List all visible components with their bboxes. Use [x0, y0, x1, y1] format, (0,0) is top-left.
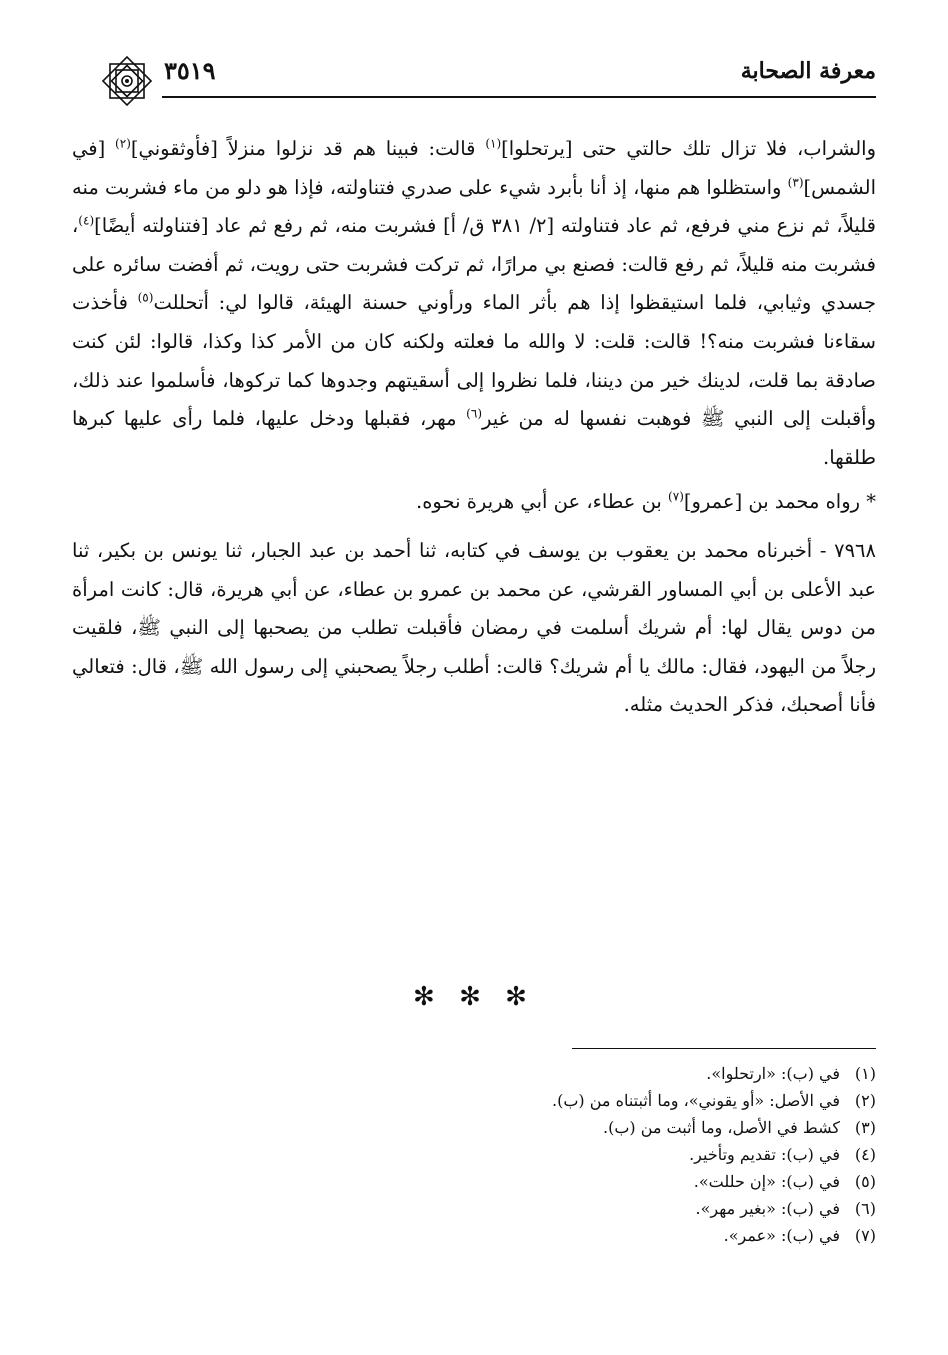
footnotes [300, 1060, 876, 1249]
footnote-text: في (ب): «بغير مهر». [695, 1199, 840, 1218]
footnote-rule [572, 1048, 876, 1049]
footnote-ref: (١) [485, 136, 502, 151]
footnote-number: (٦) [854, 1199, 876, 1218]
footnote-text: في (ب): «ارتحلوا». [706, 1064, 840, 1083]
footnote-ref: (٢) [115, 136, 131, 151]
footnote-ref: (٦) [466, 406, 482, 421]
footnote-ref: (٥) [137, 290, 154, 305]
footnote-number: (٤) [854, 1145, 876, 1164]
footnote-ref: (٧) [668, 489, 684, 504]
footnote-ref: (٤) [78, 213, 95, 228]
octagram-ornament-icon [98, 52, 156, 110]
page-number: ٣٥١٩ [164, 56, 216, 85]
header-rule [162, 96, 876, 98]
footnote-item [300, 1114, 876, 1141]
transmission-note: * رواه محمد بن [عمرو]$^{(٧)}$ بن عطاء، عن أبي هريرة نحوه. [416, 489, 876, 514]
footnote-ref: (٣) [787, 175, 804, 190]
footnote-item [300, 1168, 876, 1195]
footnote-item [300, 1087, 876, 1114]
section-separator: ✻ ✻ ✻ [413, 982, 535, 1012]
footnote-number: (٥) [854, 1172, 876, 1191]
footnote-text: في الأصل: «أو يقوني»، وما أثبتناه من (ب). [552, 1091, 840, 1110]
page-header [98, 52, 876, 106]
narration-paragraph: والشراب، فلا تزال تلك حالتي حتى [يرتحلوا]$^{(١)}$ قالت: فبينا هم قد نزلوا منزلاً [فأوثقوني]$^{(٢)}$ [في الشمس]$^{(٣)}$ واستظلوا هم منها، إذ أنا بأبرد شيء على صدري فتناولته، فإذا هو دلو من ماء فشربت منه قليلاً، ثم نزع مني فرفع، ثم عاد فتناولته [٢/ ٣٨١ ق/ أ] فشربت منه، ثم رفع ثم عاد [فتناولته أيضًا]$^{(٤)}$، فشربت منه قليلاً، ثم رفع قالت: فصنع بي مرارًا، ثم تركت فشربت حتى رويت، ثم أفضت سائره على جسدي وثيابي، فلما استيقظوا إذا هم بأثر الماء ورأوني حسنة الهيئة، قالوا لي: أتحللت$^{(٥)}$ فأخذت سقاءنا فشربت منه؟! قالت: قلت: لا والله ما فعلته ولكنه كان من الأمر كذا وكذا، قالوا: لئن كنت صادقة بما قلت، لدينك خير من ديننا، فلما نظروا إلى أسقيتهم وجدوها كما تركوها، فأسلموا عند ذلك، وأقبلت إلى النبي ﷺ فوهبت نفسها له من غير$^{(٦)}$ مهر، فقبلها ودخل عليها، فلما رأى عليها كبرها طلقها. [72, 136, 877, 469]
footnote-number: (٧) [854, 1226, 876, 1245]
hadith-7968: ٧٩٦٨ - أخبرناه محمد بن يعقوب بن يوسف في كتابه، ثنا أحمد بن عبد الجبار، ثنا يونس بن بكير، ثنا عبد الأعلى بن أبي المساور القرشي، عن محمد بن عمرو بن عطاء، عن أبي هريرة، قال: كانت امرأة من دوس يقال لها: أم شريك أسلمت في رمضان فأقبلت تطلب من يصحبها إلى النبي ﷺ، فلقيت رجلاً من اليهود، فقال: مالك يا أم شريك؟ قالت: أطلب رجلاً يصحبني إلى رسول الله ﷺ، قال: فتعالي فأنا أصحبك، فذكر الحديث مثله. [72, 538, 876, 717]
footnote-item [300, 1222, 876, 1249]
footnote-text: في (ب): «عمر». [723, 1226, 840, 1245]
running-title: معرفة الصحابة [740, 58, 876, 84]
footnote-item [300, 1195, 876, 1222]
main-text [72, 130, 876, 725]
footnote-number: (١) [854, 1064, 876, 1083]
footnote-number: (٣) [854, 1118, 876, 1137]
footnote-text: كشط في الأصل، وما أثبت من (ب). [602, 1118, 840, 1137]
footnote-item [300, 1141, 876, 1168]
footnote-text: في (ب): تقديم وتأخير. [689, 1145, 840, 1164]
footnote-number: (٢) [854, 1091, 876, 1110]
footnote-item [300, 1060, 876, 1087]
footnote-text: في (ب): «إن حللت». [693, 1172, 840, 1191]
